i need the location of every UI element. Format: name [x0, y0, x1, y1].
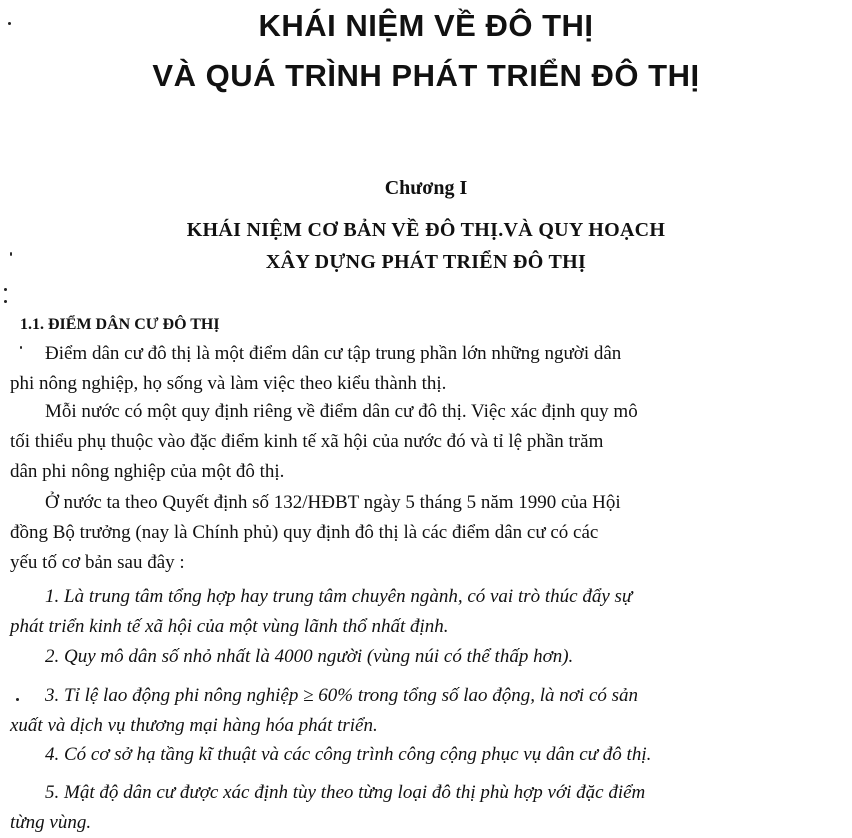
criterion-item-2 — [10, 642, 838, 672]
text-line: Mỗi nước có một quy định riêng về điểm dân cư đô thị. Việc xác định quy mô — [45, 401, 638, 422]
text-line: 4. Có cơ sở hạ tầng kĩ thuật và các công trình công cộng phục vụ dân cư đô thị. — [45, 744, 652, 765]
chapter-title-line-2: XÂY DỰNG PHÁT TRIỂN ĐÔ THỊ — [265, 251, 587, 273]
text-line: 1. Là trung tâm tổng hợp hay trung tâm chuyên ngành, có vai trò thúc đẩy sự — [45, 586, 633, 607]
text-line: đồng Bộ trưởng (nay là Chính phủ) quy định đô thị là các điểm dân cư có các — [10, 522, 599, 543]
paragraph-country-rules — [10, 397, 838, 487]
text-line: dân phi nông nghiệp của một đô thị. — [10, 461, 285, 482]
scan-speck — [20, 346, 22, 349]
part-title-line-2: VÀ QUÁ TRÌNH PHÁT TRIỂN ĐÔ THỊ — [152, 58, 700, 93]
scan-speck — [16, 698, 19, 701]
text-line: 5. Mật độ dân cư được xác định tùy theo từng loại đô thị phù hợp với đặc điểm — [45, 782, 646, 803]
chapter-label: Chương I — [384, 177, 468, 199]
text-line: yếu tố cơ bản sau đây : — [10, 552, 185, 573]
scan-speck — [4, 288, 7, 291]
criterion-item-1 — [10, 582, 838, 642]
paragraph-definition — [10, 339, 838, 399]
text-line: từng vùng. — [10, 812, 92, 833]
text-line: xuất và dịch vụ thương mại hàng hóa phát triển. — [10, 715, 378, 736]
scan-speck — [4, 300, 7, 303]
text-line: phát triển kinh tế xã hội của một vùng lãnh thổ nhất định. — [10, 616, 449, 637]
scan-speck — [10, 252, 12, 256]
scan-speck — [8, 22, 11, 25]
text-line: Điểm dân cư đô thị là một điểm dân cư tập trung phần lớn những người dân — [45, 343, 622, 364]
part-title-line-1: KHÁI NIỆM VỀ ĐÔ THỊ — [258, 8, 594, 43]
criterion-item-4 — [10, 740, 838, 770]
criterion-item-3 — [10, 681, 838, 741]
text-line: tối thiểu phụ thuộc vào đặc điểm kinh tế xã hội của nước đó và tỉ lệ phần trăm — [10, 431, 604, 452]
chapter-title-line-1: KHÁI NIỆM CƠ BẢN VỀ ĐÔ THỊ.VÀ QUY HOẠCH — [186, 219, 666, 241]
section-heading: 1.1. ĐIỂM DÂN CƯ ĐÔ THỊ — [20, 316, 220, 333]
text-line: phi nông nghiệp, họ sống và làm việc theo kiểu thành thị. — [10, 373, 447, 394]
text-line: 3. Tỉ lệ lao động phi nông nghiệp ≥ 60% trong tổng số lao động, là nơi có sản — [45, 685, 639, 706]
text-line: 2. Quy mô dân số nhỏ nhất là 4000 người (vùng núi có thể thấp hơn). — [45, 646, 574, 667]
criterion-item-5 — [10, 778, 838, 838]
paragraph-decision — [10, 488, 838, 578]
text-line: Ở nước ta theo Quyết định số 132/HĐBT ngày 5 tháng 5 năm 1990 của Hội — [45, 492, 621, 513]
